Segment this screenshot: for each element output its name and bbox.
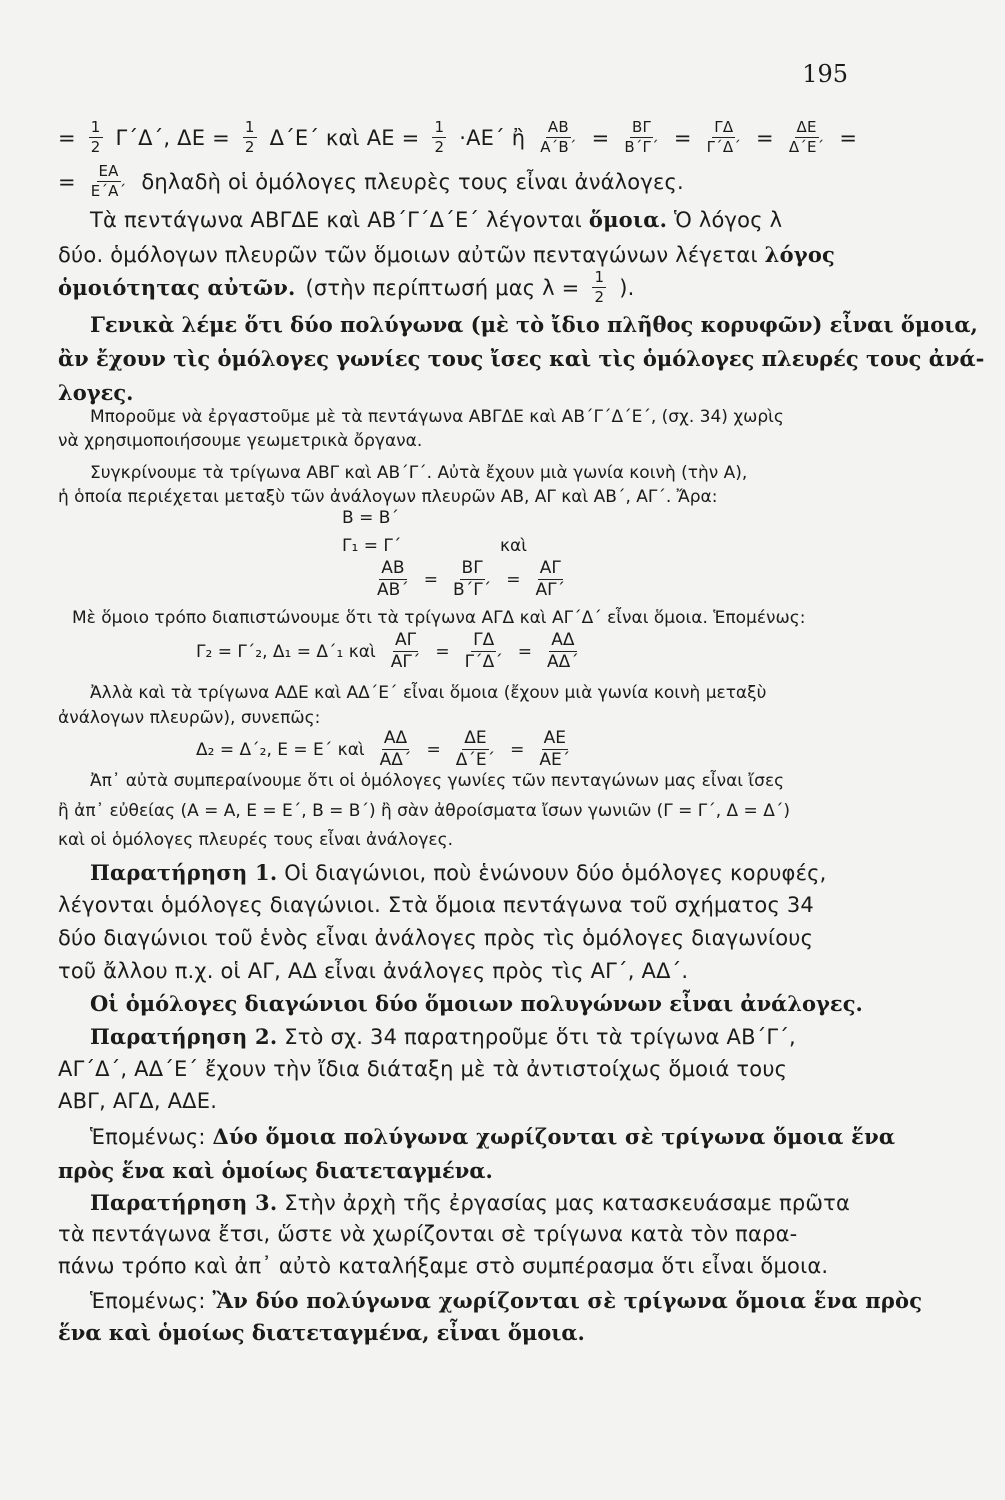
equation-line-2: = $\frac{EA}{E΄A΄}$ δηλαδὴ οἱ ὁμόλογες πλευρὲς τους εἶναι ἀνάλογες. [58, 162, 684, 200]
small-text-5: Μὲ ὅμοιο τρόπο διαπιστώνουμε ὅτι τὰ τρίγωνα ΑΓΔ καὶ ΑΓ΄Δ΄ εἶναι ὅμοια. Ἑπομένως: [72, 608, 806, 628]
remark-1-conclusion: Οἱ ὁμόλογες διαγώνιοι δύο ὅμοιων πολυγώνων εἶναι ἀνάλογες. [90, 991, 863, 1016]
small-text-2: νὰ χρησιμοποιήσουμε γεωμετρικὰ ὄργανα. [58, 431, 423, 451]
bold-definition-2: ἂν ἔχουν τὶς ὁμόλογες γωνίες τους ἴσες καὶ τὶς ὁμόλογες πλευρές τους ἀνά- [58, 346, 985, 371]
remark-3-line-3: πάνω τρόπο καὶ ἀπ᾿ αὐτὸ καταλήξαμε στὸ συμπέρασμα ὅτι εἶναι ὅμοια. [58, 1254, 829, 1278]
remark-1-line-4: τοῦ ἄλλου π.χ. οἱ ΑΓ, ΑΔ εἶναι ἀνάλογες πρὸς τὶς ΑΓ΄, ΑΔ΄. [58, 959, 689, 983]
remark-1-line-2: λέγονται ὁμόλογες διαγώνιοι. Στὰ ὅμοια πεντάγωνα τοῦ σχήματος 34 [58, 893, 814, 917]
text-line-5: ὁμοιότητας αὐτῶν. (στὴν περίπτωσή μας λ = $\frac{1}{2}$ ). [58, 268, 635, 306]
angle-equation-1: Β = Β΄ [342, 508, 399, 528]
remark-3-line-1: Παρατήρηση 3. Στὴν ἀρχὴ τῆς ἐργασίας μας κατασκευάσαμε πρῶτα [90, 1190, 851, 1215]
page-number: 195 [802, 60, 848, 88]
angle-equation-2: Γ₁ = Γ΄ [342, 536, 402, 556]
remark-2-line-4: Ἑπομένως: Δύο ὅμοια πολύγωνα χωρίζονται σὲ τρίγωνα ὅμοια ἕνα [90, 1124, 896, 1149]
small-text-10: καὶ οἱ ὁμόλογες πλευρές τους εἶναι ἀνάλογες. [58, 830, 453, 850]
small-text-1: Μποροῦμε νὰ ἐργαστοῦμε μὲ τὰ πεντάγωνα ΑΒΓΔΕ καὶ ΑΒ΄Γ΄Δ΄Ε΄, (σχ. 34) χωρὶς [90, 407, 784, 427]
small-text-3: Συγκρίνουμε τὰ τρίγωνα ΑΒΓ καὶ ΑΒ΄Γ΄. Αὐτὰ ἔχουν μιὰ γωνία κοινὴ (τὴν Α), [90, 463, 748, 483]
ratio-equation-1: $\frac{AB}{AB΄}$ = $\frac{B\Gamma}{B΄\Gamma΄}$ = $\frac{A\Gamma}{A\Gamma΄}$ [377, 558, 566, 600]
remark-1-line-1: Παρατήρηση 1. Οἱ διαγώνιοι, ποὺ ἑνώνουν δύο ὁμόλογες κορυφές, [90, 860, 827, 885]
small-text-6: Ἀλλὰ καὶ τὰ τρίγωνα ΑΔΕ καὶ ΑΔ΄Ε΄ εἶναι ὅμοια (ἔχουν μιὰ γωνία κοινὴ μεταξὺ [90, 683, 767, 703]
small-text-9: ἢ ἀπ᾿ εὐθείας (Α = Α, Ε = Ε΄, Β = Β΄) ἢ σὰν ἀθροίσματα ἴσων γωνιῶν (Γ = Γ΄, Δ = Δ΄) [58, 801, 790, 821]
ratio-equation-3: Δ₂ = Δ΄₂, Ε = Ε΄ καὶ $\frac{A\Delta}{A\Delta΄}$ = $\frac{\Delta E}{\Delta΄E΄}$ = $\frac{AE}{AE΄}$ [196, 728, 571, 770]
remark-3-line-4: Ἑπομένως: Ἂν δύο πολύγωνα χωρίζονται σὲ τρίγωνα ὅμοια ἕνα πρὸς [90, 1288, 923, 1313]
remark-2-conclusion: πρὸς ἕνα καὶ ὁμοίως διατεταγμένα. [58, 1158, 493, 1183]
remark-1-line-3: δύο διαγώνιοι τοῦ ἑνὸς εἶναι ἀνάλογες πρὸς τὶς ὁμόλογες διαγωνίους [58, 926, 814, 950]
small-text-7: ἀνάλογων πλευρῶν), συνεπῶς: [58, 708, 321, 728]
text-line-4: δύο. ὁμόλογων πλευρῶν τῶν ὅμοιων αὐτῶν πενταγώνων λέγεται λόγος [58, 242, 836, 267]
remark-3-conclusion: ἕνα καὶ ὁμοίως διατεταγμένα, εἶναι ὅμοια. [58, 1320, 585, 1345]
text-line-3: Τὰ πεντάγωνα ΑΒΓΔΕ καὶ ΑΒ΄Γ΄Δ΄Ε΄ λέγονται ὅμοια. Ὁ λόγος λ [90, 207, 783, 232]
remark-2-line-2: ΑΓ΄Δ΄, ΑΔ΄Ε΄ ἔχουν τὴν ἴδια διάταξη μὲ τὰ ἀντιστοίχως ὅμοιά τους [58, 1057, 788, 1081]
remark-2-line-1: Παρατήρηση 2. Στὸ σχ. 34 παρατηροῦμε ὅτι τὰ τρίγωνα ΑΒ΄Γ΄, [90, 1024, 796, 1049]
remark-2-line-3: ΑΒΓ, ΑΓΔ, ΑΔΕ. [58, 1089, 218, 1113]
equation-line-1: = $\frac{1}{2}$ Γ΄Δ΄, ΔΕ = $\frac{1}{2}$ Δ΄Ε΄ καὶ ΑΕ = $\frac{1}{2}$ ·ΑΕ΄ ἢ $\frac{AB}{A΄B΄}$ = $\frac{B\Gamma}{B΄\Gamma΄}$ = $\frac{\Gamma\Delta}{\Gamma΄\Delta΄}$ = $\frac{\Delta E}{\Delta΄E΄}$ = [58, 118, 858, 156]
ratio-equation-2: Γ₂ = Γ΄₂, Δ₁ = Δ΄₁ καὶ $\frac{A\Gamma}{A\Gamma΄}$ = $\frac{\Gamma\Delta}{\Gamma΄\Delta΄}$ = $\frac{A\Delta}{A\Delta΄}$ [196, 630, 579, 672]
bold-definition-3: λογες. [58, 380, 134, 405]
small-text-8: Ἀπ᾿ αὐτὰ συμπεραίνουμε ὅτι οἱ ὁμόλογες γωνίες τῶν πενταγώνων μας εἶναι ἴσες [90, 771, 785, 791]
bold-definition-1: Γενικὰ λέμε ὅτι δύο πολύγωνα (μὲ τὸ ἴδιο πλῆθος κορυφῶν) εἶναι ὅμοια, [90, 312, 978, 337]
kai-word: καὶ [500, 536, 527, 556]
small-text-4: ἡ ὁποία περιέχεται μεταξὺ τῶν ἀνάλογων πλευρῶν ΑΒ, ΑΓ καὶ ΑΒ΄, ΑΓ΄. Ἄρα: [58, 487, 718, 507]
remark-3-line-2: τὰ πεντάγωνα ἔτσι, ὥστε νὰ χωρίζονται σὲ τρίγωνα κατὰ τὸν παρα- [58, 1222, 798, 1246]
